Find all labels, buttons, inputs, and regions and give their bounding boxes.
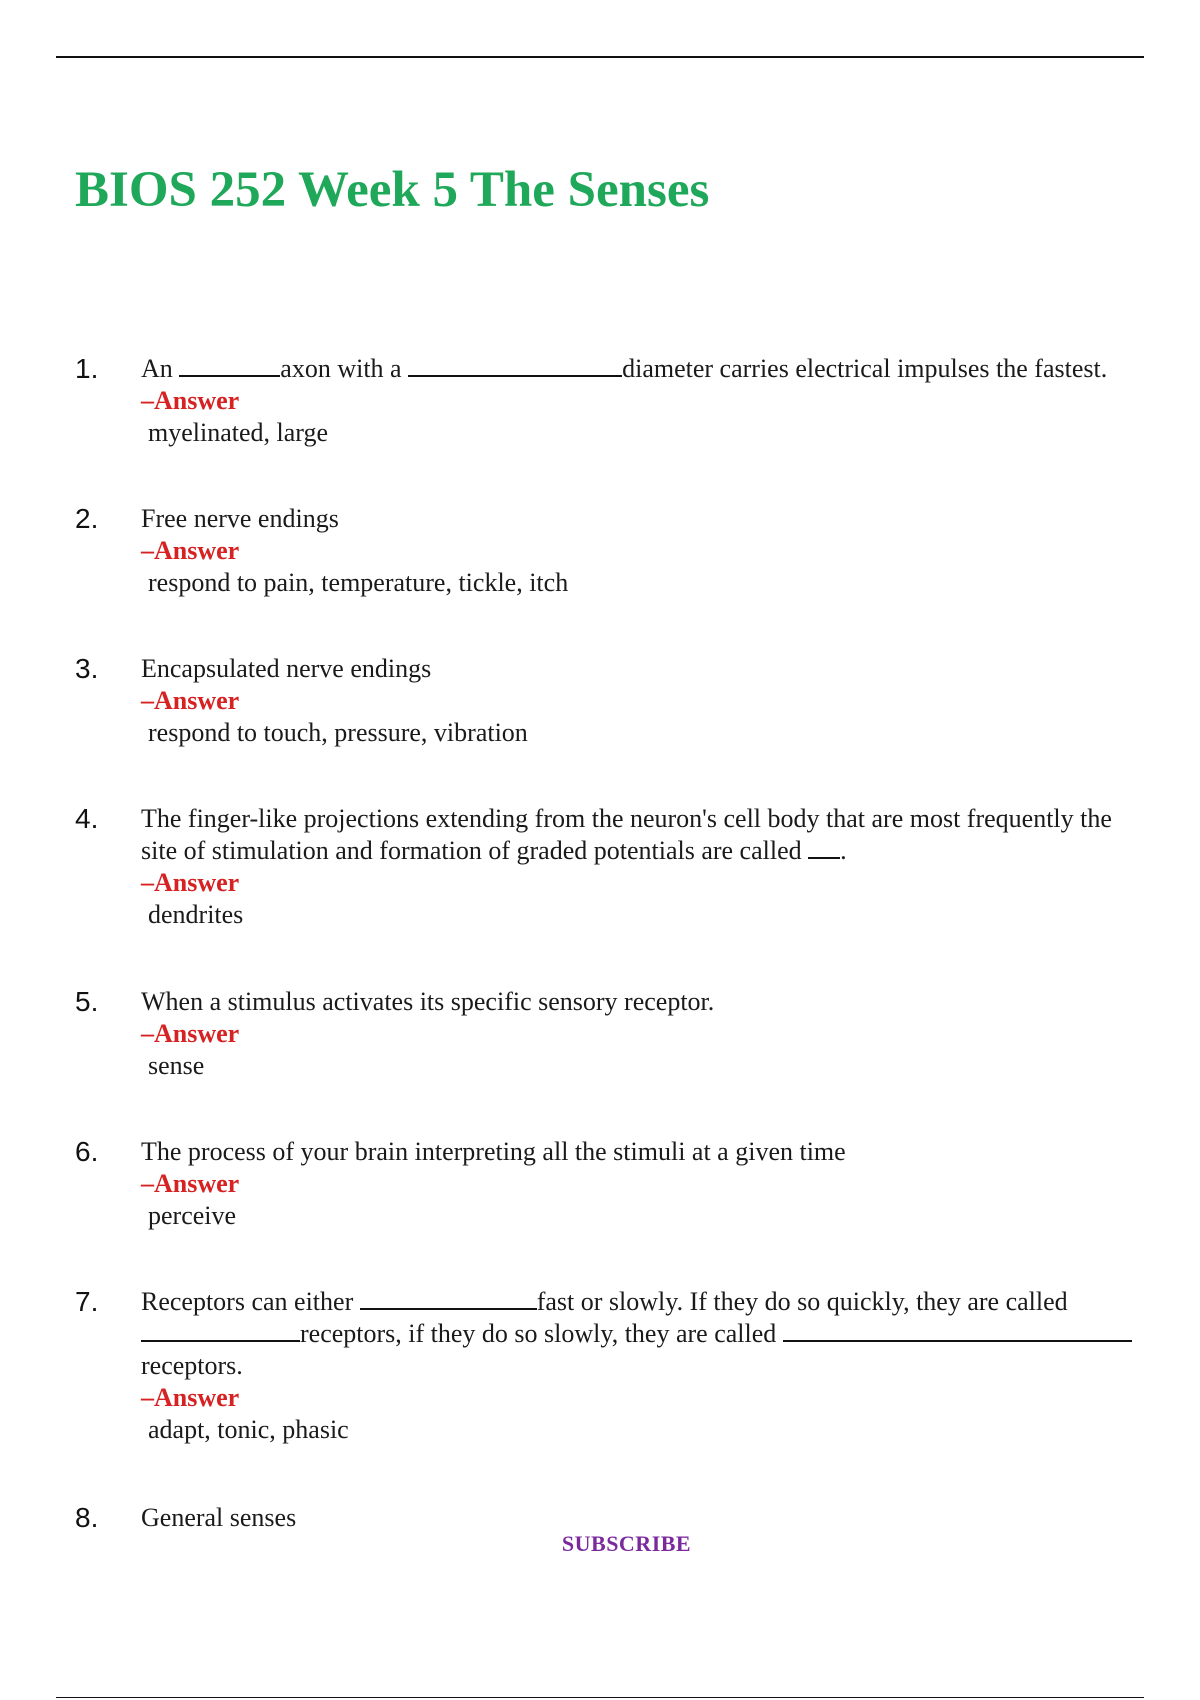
- question-text: General senses: [141, 1503, 297, 1532]
- question-body: [141, 503, 1196, 601]
- question-text: receptors, if they do so slowly, they are called: [141, 1318, 1196, 1350]
- question-body: [141, 986, 1196, 1084]
- question-body: [141, 803, 1196, 933]
- answer-label: –Answer: [141, 868, 240, 897]
- question-text: When a stimulus activates its specific sensory receptor.: [141, 987, 715, 1016]
- answer-text: myelinated, large: [148, 418, 329, 447]
- question-text: Receptors can either fast or slowly. If they do so quickly, they are called: [141, 1287, 1068, 1316]
- question-text: site of stimulation and formation of graded potentials are called .: [141, 836, 847, 865]
- answer-text: sense: [148, 1051, 205, 1080]
- question-text: An axon with a diameter carries electrical impulses the fastest.: [141, 354, 1108, 383]
- question-text: The process of your brain interpreting all the stimuli at a given time: [141, 1137, 846, 1166]
- question-body: [141, 353, 1196, 451]
- top-rule: [56, 56, 1144, 58]
- answer-label: –Answer: [141, 536, 240, 565]
- question-body: [141, 1286, 1196, 1448]
- answer-label: –Answer: [141, 1019, 240, 1048]
- question-number: 2.: [75, 503, 99, 534]
- answer-text: respond to touch, pressure, vibration: [148, 718, 528, 747]
- answer-label: –Answer: [141, 1169, 240, 1198]
- question-number: 5.: [75, 986, 99, 1017]
- question-number: 1.: [75, 353, 99, 384]
- answer-blank: [408, 353, 622, 377]
- question-text: Free nerve endings: [141, 504, 339, 533]
- answer-label: –Answer: [141, 686, 240, 715]
- question-number: 8.: [75, 1502, 99, 1533]
- answer-blank: [783, 1318, 1132, 1342]
- answer-blank: [808, 835, 840, 859]
- question-number: 6.: [75, 1136, 99, 1167]
- answer-text: dendrites: [148, 900, 244, 929]
- question-body: [141, 1136, 1196, 1234]
- question-text: The finger-like projections extending from the neuron's cell body that are most frequently the: [141, 804, 1112, 833]
- answer-blank: [360, 1286, 537, 1310]
- question-body: [141, 653, 1196, 751]
- question-text: Encapsulated nerve endings: [141, 654, 432, 683]
- answer-text: adapt, tonic, phasic: [148, 1415, 349, 1444]
- answer-blank: [141, 1318, 300, 1342]
- subscribe-link[interactable]: SUBSCRIBE: [0, 1531, 1200, 1557]
- question-text: receptors.: [141, 1351, 243, 1380]
- answer-text: respond to pain, temperature, tickle, itch: [148, 568, 569, 597]
- answer-label: –Answer: [141, 386, 240, 415]
- question-number: 3.: [75, 653, 99, 684]
- bottom-rule: [56, 1697, 1144, 1698]
- page-title: BIOS 252 Week 5 The Senses: [75, 162, 710, 218]
- answer-label: –Answer: [141, 1383, 240, 1412]
- answer-text: perceive: [148, 1201, 237, 1230]
- answer-blank: [179, 353, 280, 377]
- question-body: [141, 1502, 1196, 1534]
- question-number: 7.: [75, 1286, 99, 1317]
- question-number: 4.: [75, 803, 99, 834]
